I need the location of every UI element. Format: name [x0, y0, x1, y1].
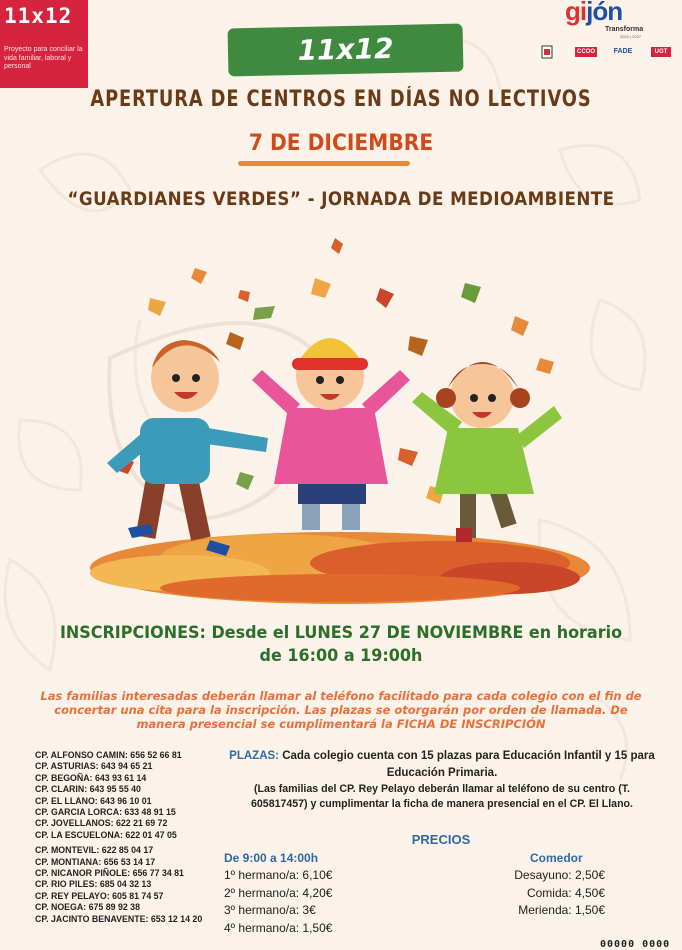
- gijon-logo-prefix: gi: [565, 0, 587, 26]
- prices-sibling-list: [224, 867, 332, 937]
- school-phone-item: CP. EL LLANO: 643 96 10 01: [35, 795, 152, 806]
- coat-of-arms-icon: [540, 44, 554, 60]
- program-logo-subtitle: Proyecto para conciliar la vida familiar, laboral y personal: [4, 46, 83, 70]
- registration-info: [20, 622, 661, 668]
- price-item: Desayuno: 2,50€: [514, 868, 605, 882]
- event-subtitle: “GUARDIANES VERDES” - JORNADA DE MEDIOAMBIENTE: [67, 188, 615, 210]
- corner-code: 00000 0000: [600, 939, 671, 950]
- registration-line-1: INSCRIPCIONES: Desde el LUNES 27 DE NOVIEMBRE en horario: [59, 623, 623, 643]
- program-logo-title: 11x12: [4, 4, 73, 28]
- school-phone-item: CP. JACINTO BENAVENTE: 653 12 14 20: [35, 913, 203, 924]
- price-item: 2º hermano/a: 4,20€: [224, 885, 333, 900]
- price-item: 4º hermano/a: 1,50€: [224, 920, 333, 935]
- price-item: 3º hermano/a: 3€: [224, 903, 316, 917]
- main-heading: APERTURA DE CENTROS EN DÍAS NO LECTIVOS: [90, 87, 592, 112]
- boy-figure: [107, 340, 268, 556]
- sponsor-logo-ccoo: CCOO: [577, 49, 595, 55]
- price-item: 1º hermano/a: 6,10€: [224, 868, 333, 882]
- prices-comedor-header: Comedor: [530, 851, 583, 865]
- program-logo: [0, 0, 88, 88]
- plazas-text: Cada colegio cuenta con 15 plazas para Educación Infantil y 15 para Educación Primaria.: [279, 750, 655, 779]
- date-underline: [238, 161, 410, 166]
- sponsor-logo-ugt: UGT: [651, 47, 671, 57]
- price-item: Comida: 4,50€: [526, 885, 605, 900]
- school-phone-item: CP. ASTURIAS: 643 94 65 21: [35, 761, 153, 772]
- gijon-logo-tagline: Transforma: [605, 26, 644, 33]
- prices-title: PRECIOS: [411, 832, 471, 847]
- gijon-logo: [565, 0, 651, 39]
- school-phone-item: CP. CLARIN: 643 95 55 40: [35, 784, 141, 795]
- prices-comedor-list: [505, 867, 605, 920]
- registration-note: Las familias interesadas deberán llamar al teléfono facilitado para cada colegio con el fin de concertar una cita para la inscripción. Las plazas se otorgarán por orden de llamada. De manera presencial se cumplimentará la FICHA DE INSCRIPCIÓN: [40, 689, 642, 731]
- school-phone-item: CP. REY PELAYO: 605 81 74 57: [35, 890, 164, 901]
- school-phone-list: [35, 750, 202, 925]
- school-phone-item: CP. GARCIA LORCA: 633 48 91 15: [35, 807, 176, 818]
- school-phone-item: CP. MONTIANA: 656 53 14 17: [35, 856, 156, 867]
- school-phone-item: CP. NOEGA: 675 89 92 38: [35, 902, 140, 913]
- rey-pelayo-note: (Las familias del CP. Rey Pelayo deberán llamar al teléfono de su centro (T. 605817457) y cumplimentar la ficha de manera presencial en el CP. El Llano.: [251, 783, 633, 810]
- gijon-logo-years: 2023 | 2027: [620, 34, 642, 39]
- leaf-pile-icon: [90, 532, 590, 604]
- school-phone-item: CP. LA ESCUELONA: 622 01 47 05: [35, 829, 177, 840]
- gijon-logo-suffix: jón: [586, 0, 623, 26]
- girl-right-figure: [412, 362, 562, 542]
- girl-center-figure: [252, 338, 410, 530]
- kids-autumn-illustration: [80, 228, 600, 610]
- school-phone-item: CP. BEGOÑA: 643 93 61 14: [35, 772, 147, 783]
- price-item: Merienda: 1,50€: [518, 903, 605, 917]
- school-phone-item: CP. MONTEVIL: 622 85 04 17: [35, 845, 154, 856]
- sponsor-logo-ayuntamiento: [540, 44, 554, 60]
- school-phone-item: CP. JOVELLANOS: 622 21 69 72: [35, 818, 168, 829]
- school-phone-item: CP. NICANOR PIÑOLE: 656 77 34 81: [35, 868, 184, 879]
- plazas-label: PLAZAS:: [229, 750, 280, 762]
- registration-line-2: de 16:00 a 19:00h: [259, 646, 423, 666]
- title-banner: 11x12: [228, 24, 464, 77]
- school-phone-item: CP. RIO PILES: 685 04 32 13: [35, 879, 152, 890]
- plazas-info: [228, 748, 656, 782]
- school-phone-item: CP. ALFONSO CAMIN: 656 52 66 81: [35, 750, 182, 760]
- event-date: 7 DE DICIEMBRE: [248, 131, 434, 156]
- sponsor-logo-fade: FADE: [613, 48, 633, 55]
- prices-schedule-header: De 9:00 a 14:00h: [224, 851, 319, 865]
